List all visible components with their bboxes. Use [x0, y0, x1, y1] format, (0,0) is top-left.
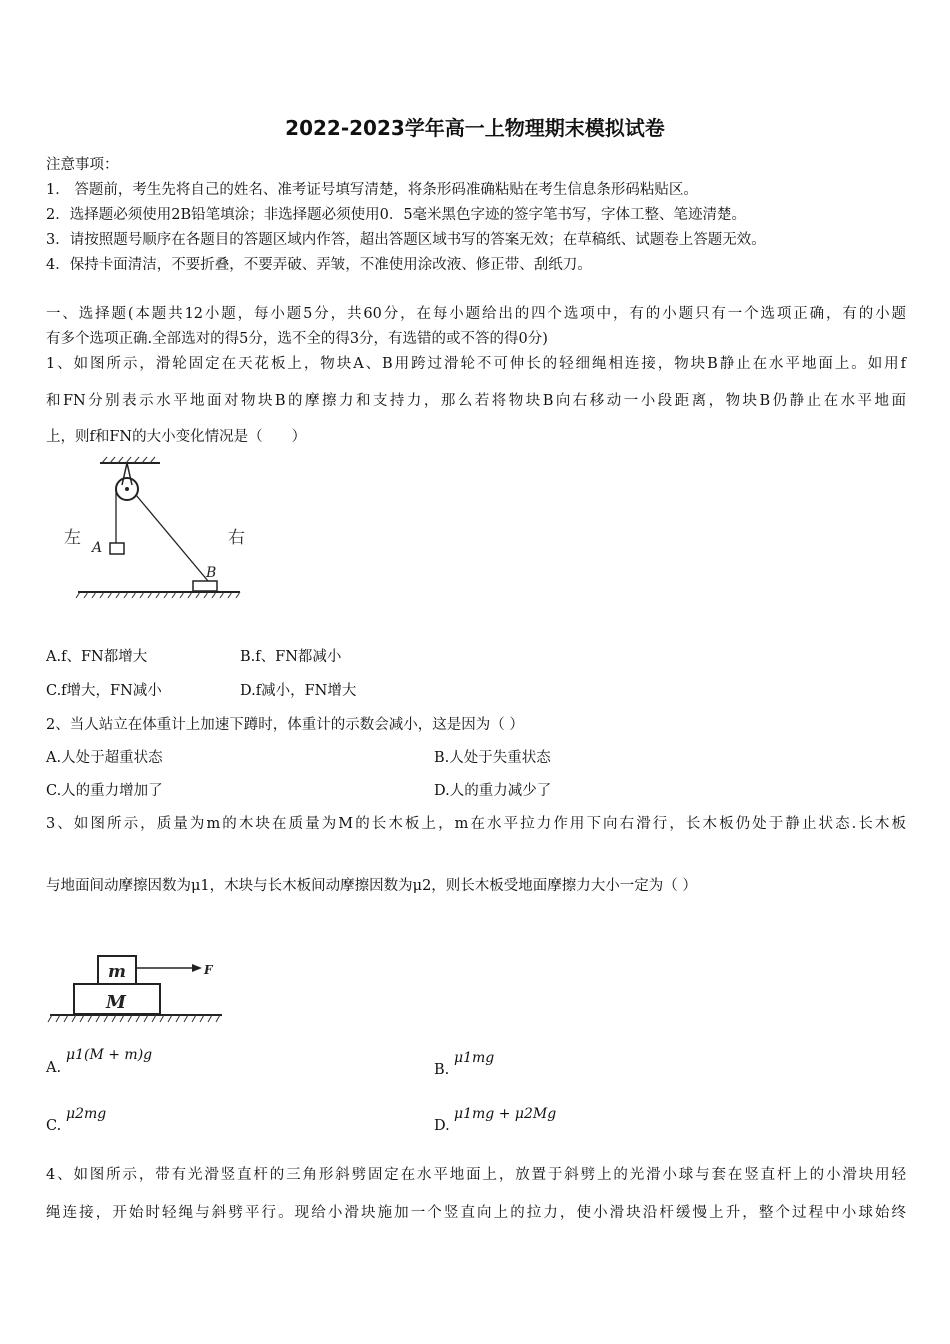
- q3-blocks-figure: [46, 950, 226, 1030]
- q3-option-a-formula: μ1(M + m)g: [66, 1047, 153, 1063]
- q3-fig-label-M: M: [106, 992, 126, 1013]
- q1-stem-line-1: 1、如图所示，滑轮固定在天花板上，物块A、B用跨过滑轮不可伸长的轻细绳相连接，物块B静止在水平地面上。如用f: [46, 356, 906, 372]
- q3-option-a-label: A.: [46, 1060, 62, 1076]
- q2-stem: 2、当人站立在体重计上加速下蹲时，体重计的示数会减小，这是因为（ ）: [46, 717, 524, 733]
- q3-option-d-label: D.: [434, 1118, 450, 1134]
- exam-title: 2022-2023学年高一上物理期末模拟试卷: [285, 116, 665, 140]
- q3-option-b-formula: μ1mg: [454, 1050, 495, 1066]
- q3-fig-label-F: F: [204, 963, 213, 977]
- q4-stem-line-2: 绳连接，开始时轻绳与斜劈平行。现给小滑块施加一个竖直向上的拉力，使小滑块沿杆缓慢上升，整个过程中小球始终: [46, 1205, 906, 1221]
- q2-option-c: C.人的重力增加了: [46, 783, 163, 799]
- q3-option-b-label: B.: [434, 1062, 450, 1078]
- q2-option-d: D.人的重力减少了: [434, 783, 552, 799]
- notice-item-4: 4．保持卡面清洁，不要折叠，不要弄破、弄皱，不准使用涂改液、修正带、刮纸刀。: [46, 257, 592, 273]
- q1-option-b: B.f、FN都减小: [240, 649, 342, 665]
- section-instructions-line-1: 一、选择题(本题共12小题，每小题5分，共60分，在每小题给出的四个选项中，有的小题只有一个选项正确，有的小题: [46, 306, 906, 322]
- q3-stem-line-2: 与地面间动摩擦因数为μ1，木块与长木板间动摩擦因数为μ2，则长木板受地面摩擦力大小一定为（ ）: [46, 878, 697, 894]
- q1-stem-line-3: 上，则f和FN的大小变化情况是（ ）: [46, 429, 307, 445]
- q3-option-c-label: C.: [46, 1118, 62, 1134]
- q2-option-b: B.人处于失重状态: [434, 750, 551, 766]
- q3-option-c-formula: μ2mg: [66, 1106, 107, 1122]
- q1-fig-label-a: A: [92, 540, 103, 556]
- q3-fig-label-m: m: [108, 962, 126, 982]
- q3-option-d-formula: μ1mg + μ2Mg: [454, 1106, 557, 1122]
- q2-option-a: A.人处于超重状态: [46, 750, 163, 766]
- q1-stem-line-2: 和FN分别表示水平地面对物块B的摩擦力和支持力，那么若将物块B向右移动一小段距离，物块B仍静止在水平地面: [46, 393, 906, 409]
- q1-option-d: D.f减小，FN增大: [240, 683, 357, 699]
- q1-fig-label-b: B: [206, 565, 217, 581]
- notice-heading: 注意事项：: [46, 157, 119, 173]
- q1-option-c: C.f增大，FN减小: [46, 683, 162, 699]
- notice-item-2: 2．选择题必须使用2B铅笔填涂；非选择题必须使用0．5毫米黑色字迹的签字笔书写，字体工整、笔迹清楚。: [46, 207, 747, 223]
- q1-pulley-figure: [60, 455, 250, 605]
- notice-item-3: 3．请按照题号顺序在各题目的答题区域内作答，超出答题区域书写的答案无效；在草稿纸、试题卷上答题无效。: [46, 232, 766, 248]
- q4-stem-line-1: 4、如图所示，带有光滑竖直杆的三角形斜劈固定在水平地面上，放置于斜劈上的光滑小球与套在竖直杆上的小滑块用轻: [46, 1167, 906, 1183]
- notice-item-1: 1． 答题前，考生先将自己的姓名、准考证号填写清楚，将条形码准确粘贴在考生信息条形码粘贴区。: [46, 182, 698, 198]
- q1-fig-label-right: 右: [228, 528, 245, 548]
- q1-fig-label-left: 左: [64, 528, 81, 548]
- section-instructions-line-2: 有多个选项正确.全部选对的得5分，选不全的得3分，有选错的或不答的得0分): [46, 331, 548, 347]
- q3-stem-line-1: 3、如图所示，质量为m的木块在质量为M的长木板上，m在水平拉力作用下向右滑行，长木板仍处于静止状态.长木板: [46, 816, 906, 832]
- q1-option-a: A.f、FN都增大: [46, 649, 148, 665]
